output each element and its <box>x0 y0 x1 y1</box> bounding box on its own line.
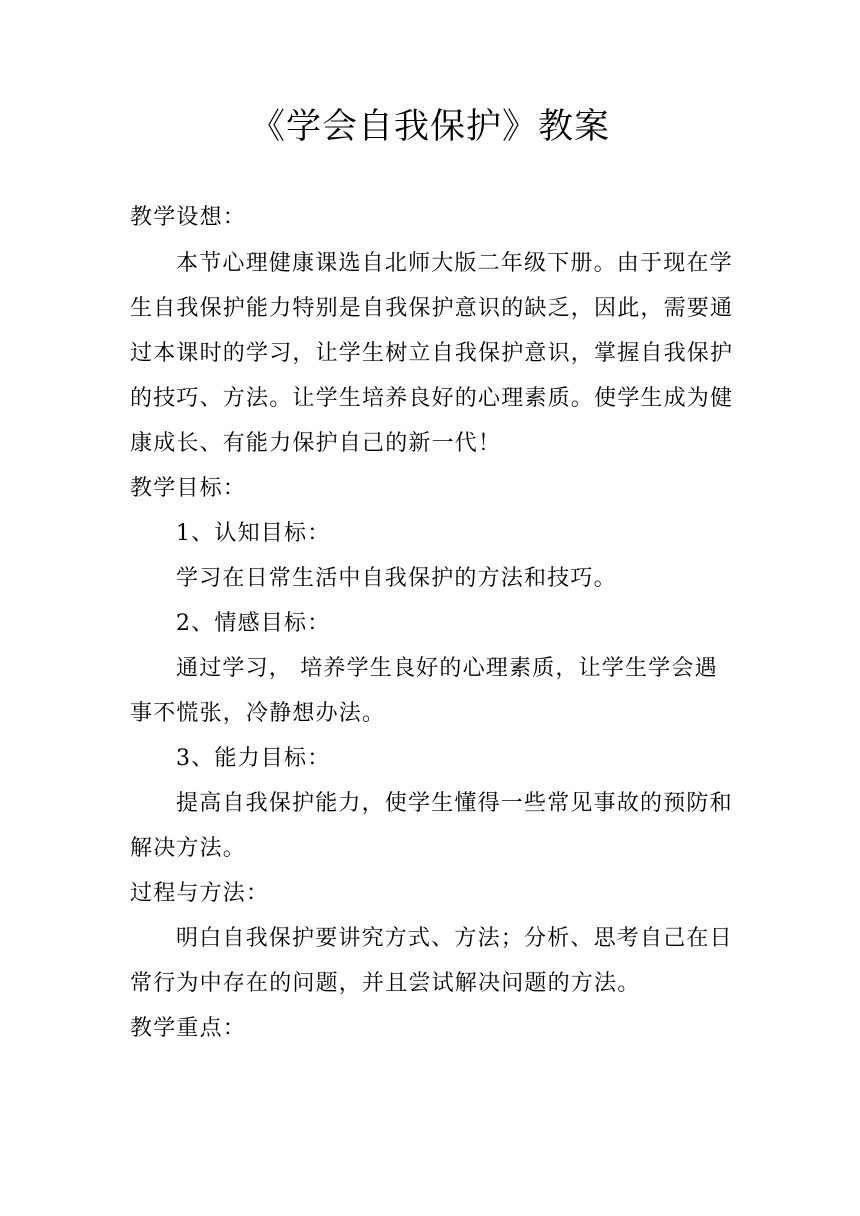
section-heading-focus: 教学重点： <box>130 1016 247 1041</box>
goal-2-line: 事不慌张，冷静想办法。 <box>130 701 386 726</box>
goal-2-title: 2、情感目标： <box>176 611 331 636</box>
paragraph-line: 的技巧、方法。让学生培养良好的心理素质。使学生成为健 <box>130 386 734 411</box>
goal-2-line: 通过学习， 培养学生良好的心理素质，让学生学会遇 <box>176 656 718 681</box>
section-heading-process: 过程与方法： <box>130 881 270 906</box>
goal-3-line: 解决方法。 <box>130 836 247 861</box>
document-title: 《学会自我保护》教案 <box>249 107 610 147</box>
paragraph-line: 本节心理健康课选自北师大版二年级下册。由于现在学 <box>176 251 733 276</box>
section-heading-design: 教学设想： <box>130 205 247 230</box>
paragraph-line: 常行为中存在的问题，并且尝试解决问题的方法。 <box>130 971 641 996</box>
paragraph-line: 明白自我保护要讲究方式、方法；分析、思考自己在日 <box>176 926 733 951</box>
section-heading-goals: 教学目标： <box>130 476 247 501</box>
goal-1-title: 1、认知目标： <box>176 521 331 546</box>
goal-1-text: 学习在日常生活中自我保护的方法和技巧。 <box>176 566 617 591</box>
paragraph-line: 过本课时的学习，让学生树立自我保护意识，掌握自我保护 <box>130 341 734 366</box>
goal-3-title: 3、能力目标： <box>176 746 331 771</box>
goal-3-line: 提高自我保护能力，使学生懂得一些常见事故的预防和 <box>176 791 733 816</box>
paragraph-line: 生自我保护能力特别是自我保护意识的缺乏，因此，需要通 <box>130 296 734 321</box>
paragraph-line: 康成长、有能力保护自己的新一代！ <box>130 431 502 456</box>
